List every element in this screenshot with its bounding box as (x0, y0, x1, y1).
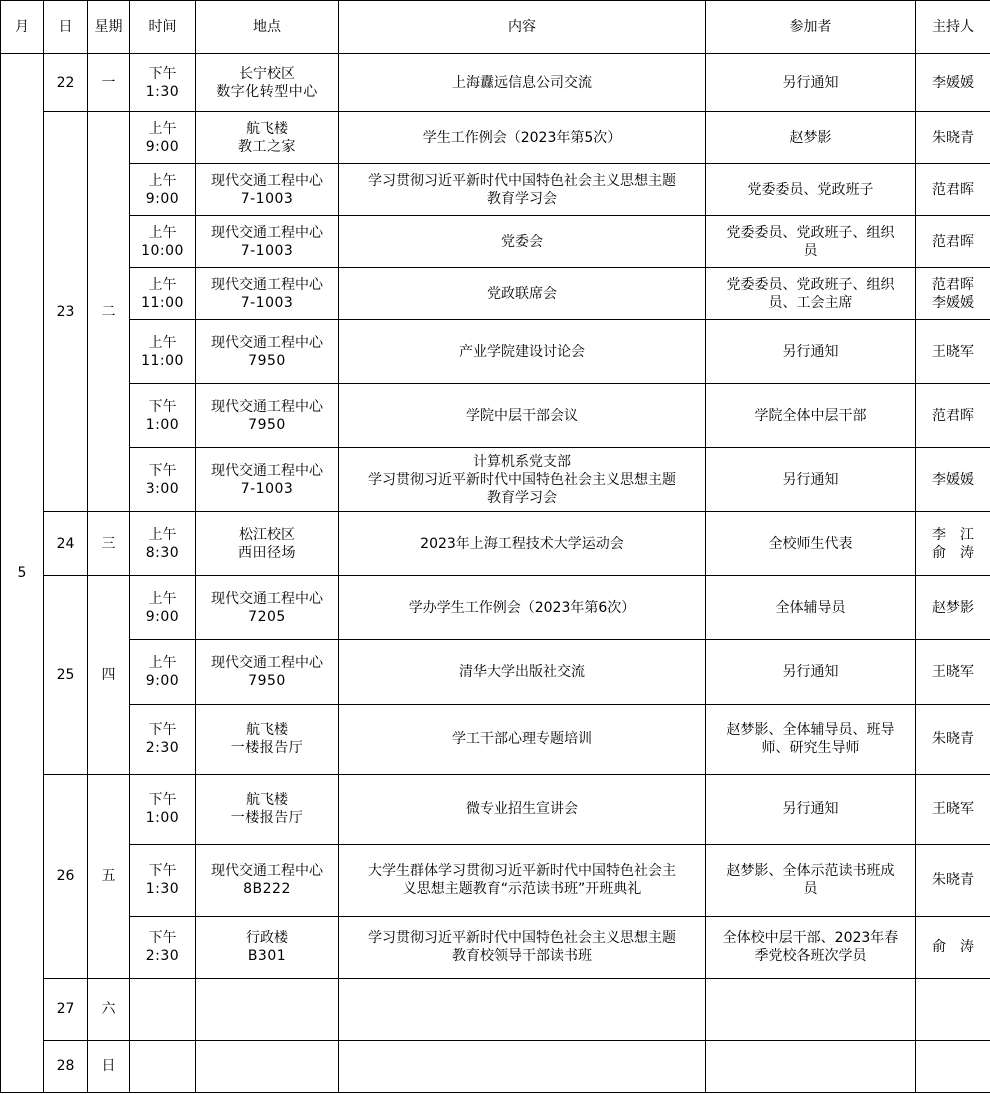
header-month: 月 (1, 1, 44, 54)
location-room: 7-1003 (240, 242, 294, 259)
host-name: 李媛媛 (932, 74, 974, 91)
weekday-cell: 日 (88, 1040, 130, 1092)
location-cell (196, 704, 339, 774)
time-period: 下午 (148, 863, 177, 880)
participants-line: 员 (803, 881, 818, 898)
location-room: 7-1003 (240, 294, 294, 311)
location-room: 数字化转型中心 (216, 83, 318, 100)
time-period: 上午 (148, 172, 177, 189)
location-cell (196, 844, 339, 916)
table-row (1, 512, 990, 576)
time-cell (130, 512, 196, 576)
location-cell (196, 512, 339, 576)
location-building: 行政楼 (246, 930, 288, 947)
content-line: 学习贯彻习近平新时代中国特色社会主义思想主题 (368, 471, 676, 488)
host-name: 赵梦影 (932, 599, 974, 616)
participants-cell (706, 978, 916, 1040)
table-row (1, 320, 990, 384)
location-room: 一楼报告厅 (230, 740, 304, 757)
host-name: 王晓军 (932, 801, 974, 818)
content-cell (339, 448, 706, 512)
table-row (1, 844, 990, 916)
host-cell (916, 54, 990, 112)
location-building: 现代交通工程中心 (211, 398, 323, 415)
location-building: 现代交通工程中心 (211, 590, 323, 607)
participants-cell (706, 916, 916, 978)
time-period: 下午 (148, 930, 177, 947)
time-cell (130, 576, 196, 640)
location-building: 现代交通工程中心 (211, 654, 323, 671)
time-clock: 9:00 (145, 608, 180, 625)
time-clock: 3:00 (145, 480, 180, 497)
location-room: 7205 (248, 608, 286, 625)
content-cell (339, 320, 706, 384)
location-cell (196, 576, 339, 640)
table-row (1, 704, 990, 774)
time-cell (130, 844, 196, 916)
weekday-cell: 五 (88, 774, 130, 978)
participants-cell (706, 1040, 916, 1092)
time-cell (130, 704, 196, 774)
table-row (1, 916, 990, 978)
content-line: 清华大学出版社交流 (459, 663, 585, 680)
participants-cell (706, 844, 916, 916)
location-room: 7-1003 (240, 480, 294, 497)
content-cell (339, 978, 706, 1040)
participants-line: 师、研究生导师 (761, 740, 860, 757)
time-clock: 9:00 (145, 672, 180, 689)
location-building: 现代交通工程中心 (211, 224, 323, 241)
location-cell (196, 384, 339, 448)
content-line: 上海纛远信息公司交流 (452, 74, 592, 91)
day-cell: 26 (44, 774, 88, 978)
time-period: 上午 (148, 334, 177, 351)
participants-cell (706, 774, 916, 844)
host-cell (916, 268, 990, 320)
host-cell (916, 916, 990, 978)
participants-cell (706, 268, 916, 320)
time-period: 上午 (148, 120, 177, 137)
content-line: 党政联席会 (487, 285, 557, 302)
participants-line: 学院全体中层干部 (754, 407, 867, 424)
content-line: 学习贯彻习近平新时代中国特色社会主义思想主题 (368, 172, 676, 189)
header-host: 主持人 (916, 1, 990, 54)
content-cell (339, 704, 706, 774)
location-cell (196, 268, 339, 320)
host-cell (916, 164, 990, 216)
content-cell (339, 384, 706, 448)
content-cell (339, 576, 706, 640)
participants-line: 员、工会主席 (768, 294, 853, 311)
time-clock: 1:00 (145, 810, 180, 827)
host-cell (916, 384, 990, 448)
time-cell (130, 164, 196, 216)
content-line: 教育学习会 (487, 489, 557, 506)
time-period: 上午 (148, 590, 177, 607)
location-room: B301 (247, 948, 287, 965)
table-row (1, 774, 990, 844)
content-cell (339, 844, 706, 916)
participants-line: 另行通知 (782, 801, 839, 818)
header-row (1, 1, 990, 54)
host-name: 李 江 (932, 526, 974, 543)
time-period: 下午 (148, 398, 177, 415)
participants-cell (706, 384, 916, 448)
location-building: 现代交通工程中心 (211, 334, 323, 351)
weekday-cell: 四 (88, 576, 130, 774)
host-name: 王晓军 (932, 343, 974, 360)
location-building: 长宁校区 (239, 65, 295, 82)
host-cell (916, 216, 990, 268)
table-row (1, 268, 990, 320)
content-line: 党委会 (501, 233, 543, 250)
day-cell: 23 (44, 112, 88, 512)
weekday-cell: 二 (88, 112, 130, 512)
host-name: 范君晖 (932, 181, 974, 198)
content-cell (339, 268, 706, 320)
time-cell (130, 112, 196, 164)
host-name: 朱晓青 (932, 129, 974, 146)
time-clock: 11:00 (141, 352, 184, 369)
time-period: 下午 (148, 792, 177, 809)
location-building: 现代交通工程中心 (211, 863, 323, 880)
participants-line: 赵梦影、全体辅导员、班导 (726, 722, 895, 739)
time-cell (130, 774, 196, 844)
host-cell (916, 844, 990, 916)
time-period: 下午 (148, 722, 177, 739)
location-cell (196, 320, 339, 384)
content-line: 义思想主题教育“示范读书班”开班典礼 (402, 881, 642, 898)
time-period: 下午 (148, 462, 177, 479)
time-clock: 1:30 (145, 881, 180, 898)
location-building: 航飞楼 (246, 722, 288, 739)
participants-line: 全体辅导员 (775, 599, 846, 616)
day-cell: 22 (44, 54, 88, 112)
time-clock: 8:30 (145, 544, 180, 561)
time-cell (130, 916, 196, 978)
participants-cell (706, 640, 916, 704)
participants-line: 全校师生代表 (768, 535, 853, 552)
content-line: 微专业招生宣讲会 (466, 801, 578, 818)
header-day: 日 (44, 1, 88, 54)
location-room: 7-1003 (240, 190, 294, 207)
time-cell (130, 320, 196, 384)
participants-cell (706, 704, 916, 774)
location-cell (196, 112, 339, 164)
location-cell (196, 1040, 339, 1092)
header-location: 地点 (196, 1, 339, 54)
content-line: 学办学生工作例会（2023年第6次） (408, 599, 636, 616)
time-clock: 2:30 (145, 740, 180, 757)
weekday-cell: 三 (88, 512, 130, 576)
location-room: 7950 (248, 352, 286, 369)
location-room: 教工之家 (238, 138, 296, 155)
location-room: 7950 (248, 416, 286, 433)
table-row (1, 640, 990, 704)
header-time: 时间 (130, 1, 196, 54)
content-cell (339, 112, 706, 164)
content-line: 学习贯彻习近平新时代中国特色社会主义思想主题 (368, 930, 676, 947)
participants-cell (706, 576, 916, 640)
content-line: 计算机系党支部 (473, 453, 571, 470)
time-cell (130, 54, 196, 112)
weekday-cell: 六 (88, 978, 130, 1040)
location-cell (196, 164, 339, 216)
participants-cell (706, 216, 916, 268)
location-cell (196, 774, 339, 844)
location-room: 7950 (248, 672, 286, 689)
host-cell (916, 512, 990, 576)
content-line: 学工干部心理专题培训 (452, 731, 592, 748)
content-cell (339, 164, 706, 216)
host-cell (916, 704, 990, 774)
time-period: 上午 (148, 654, 177, 671)
participants-line: 赵梦影、全体示范读书班成 (726, 863, 895, 880)
time-cell (130, 384, 196, 448)
time-clock: 9:00 (145, 138, 180, 155)
table-row (1, 384, 990, 448)
table-row (1, 978, 990, 1040)
table-row (1, 1040, 990, 1092)
table-row (1, 576, 990, 640)
content-line: 教育学习会 (487, 190, 557, 207)
time-cell (130, 1040, 196, 1092)
host-cell (916, 320, 990, 384)
time-clock: 1:30 (145, 83, 180, 100)
participants-line: 另行通知 (782, 663, 839, 680)
host-name: 范君晖 (932, 233, 974, 250)
time-period: 上午 (148, 276, 177, 293)
content-line: 学生工作例会（2023年第5次） (422, 129, 622, 146)
location-building: 航飞楼 (246, 120, 288, 137)
host-name: 王晓军 (932, 663, 974, 680)
day-cell: 24 (44, 512, 88, 576)
content-line: 教育校领导干部读书班 (452, 948, 592, 965)
location-cell (196, 216, 339, 268)
day-cell: 27 (44, 978, 88, 1040)
location-room: 8B222 (243, 881, 291, 898)
host-name: 朱晓青 (932, 731, 974, 748)
time-clock: 1:00 (145, 416, 180, 433)
location-cell (196, 916, 339, 978)
content-line: 2023年上海工程技术大学运动会 (420, 535, 624, 552)
content-cell (339, 512, 706, 576)
table-row (1, 164, 990, 216)
host-name: 俞 涛 (932, 939, 974, 956)
content-cell (339, 916, 706, 978)
host-name: 范君晖 (932, 276, 974, 293)
host-cell (916, 112, 990, 164)
participants-line: 季党校各班次学员 (754, 948, 867, 965)
host-cell (916, 1040, 990, 1092)
table-row (1, 112, 990, 164)
host-name: 李媛媛 (932, 294, 974, 311)
location-cell (196, 640, 339, 704)
content-line: 学院中层干部会议 (466, 407, 578, 424)
location-cell (196, 978, 339, 1040)
table-row (1, 216, 990, 268)
participants-cell (706, 448, 916, 512)
participants-line: 员 (803, 242, 818, 259)
participants-cell (706, 164, 916, 216)
participants-cell (706, 112, 916, 164)
location-building: 松江校区 (239, 526, 295, 543)
location-building: 现代交通工程中心 (211, 172, 323, 189)
location-building: 现代交通工程中心 (211, 462, 323, 479)
day-cell: 28 (44, 1040, 88, 1092)
host-name: 李媛媛 (932, 471, 974, 488)
time-period: 上午 (148, 224, 177, 241)
participants-line: 党委委员、党政班子、组织 (726, 276, 895, 293)
participants-line: 另行通知 (782, 343, 839, 360)
time-clock: 9:00 (145, 190, 180, 207)
time-cell (130, 978, 196, 1040)
participants-line: 另行通知 (782, 471, 839, 488)
time-clock: 11:00 (141, 294, 184, 311)
host-cell (916, 640, 990, 704)
host-name: 范君晖 (932, 407, 974, 424)
participants-line: 另行通知 (782, 74, 839, 91)
content-cell (339, 216, 706, 268)
time-clock: 10:00 (141, 242, 184, 259)
location-room: 西田径场 (238, 544, 296, 561)
content-cell (339, 1040, 706, 1092)
location-room: 一楼报告厅 (230, 810, 304, 827)
time-period: 下午 (148, 65, 177, 82)
content-line: 大学生群体学习贯彻习近平新时代中国特色社会主 (368, 863, 676, 880)
host-cell (916, 576, 990, 640)
participants-line: 党委委员、党政班子 (747, 181, 874, 198)
host-name: 朱晓青 (932, 872, 974, 889)
header-weekday: 星期 (88, 1, 130, 54)
header-content: 内容 (339, 1, 706, 54)
table-row (1, 448, 990, 512)
participants-line: 全体校中层干部、2023年春 (722, 930, 899, 947)
host-name: 俞 涛 (932, 544, 974, 561)
host-cell (916, 978, 990, 1040)
participants-cell (706, 54, 916, 112)
time-period: 上午 (148, 526, 177, 543)
table-row (1, 54, 990, 112)
time-cell (130, 448, 196, 512)
time-clock: 2:30 (145, 948, 180, 965)
time-cell (130, 216, 196, 268)
time-cell (130, 268, 196, 320)
participants-line: 党委委员、党政班子、组织 (726, 224, 895, 241)
header-participants: 参加者 (706, 1, 916, 54)
location-building: 航飞楼 (246, 792, 288, 809)
location-cell (196, 54, 339, 112)
month-cell: 5 (1, 54, 44, 1093)
time-cell (130, 640, 196, 704)
day-cell: 25 (44, 576, 88, 774)
content-cell (339, 54, 706, 112)
participants-cell (706, 512, 916, 576)
location-cell (196, 448, 339, 512)
content-line: 产业学院建设讨论会 (459, 343, 585, 360)
location-building: 现代交通工程中心 (211, 276, 323, 293)
weekday-cell: 一 (88, 54, 130, 112)
content-cell (339, 774, 706, 844)
participants-cell (706, 320, 916, 384)
host-cell (916, 448, 990, 512)
content-cell (339, 640, 706, 704)
participants-line: 赵梦影 (789, 129, 832, 146)
host-cell (916, 774, 990, 844)
